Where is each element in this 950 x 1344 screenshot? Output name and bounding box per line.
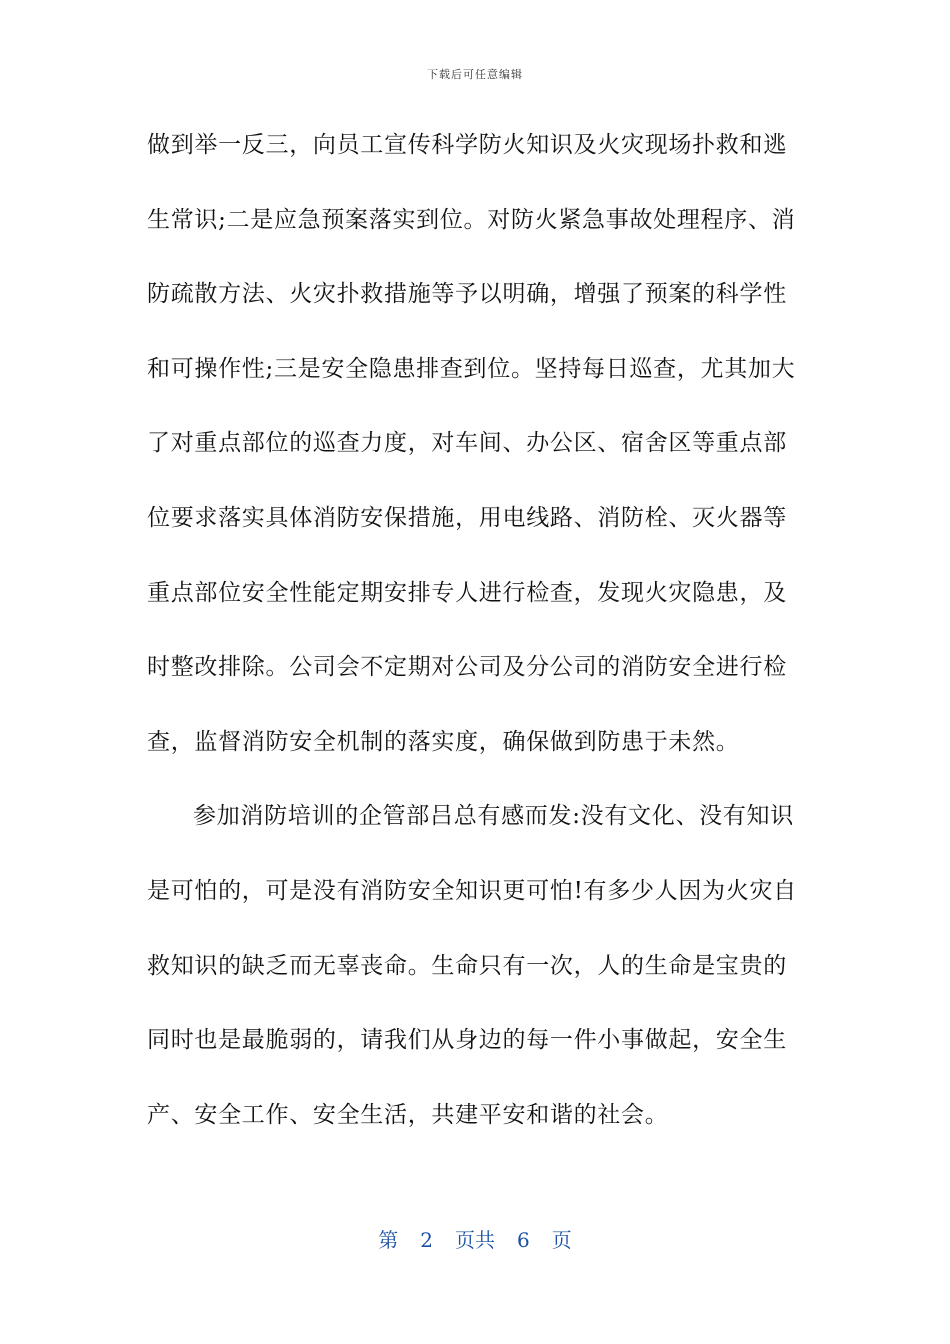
paragraph-start-line: 参加消防培训的企管部吕总有感而发:没有文化、没有知识 — [193, 803, 794, 830]
text-line-6: 位要求落实具体消防安保措施，用电线路、消防栓、灭火器等 — [147, 504, 787, 531]
text-line-4: 和可操作性;三是安全隐患排查到位。坚持每日巡查，尤其加大 — [147, 355, 796, 382]
text-line-14: 产、安全工作、安全生活，共建平安和谐的社会。 — [147, 1101, 669, 1128]
page-label-middle: 页共 — [455, 1228, 495, 1252]
text-line-5: 了对重点部位的巡查力度，对车间、办公区、宿舍区等重点部 — [147, 430, 787, 457]
page-header: 下载后可任意编辑 — [427, 68, 523, 81]
page-footer — [0, 1224, 950, 1253]
text-line-1: 做到举一反三，向员工宣传科学防火知识及火灾现场扑救和逃 — [147, 132, 787, 158]
text-line-11: 是可怕的，可是没有消防安全知识更可怕!有多少人因为火灾自 — [147, 877, 797, 904]
text-line-9: 查，监督消防安全机制的落实度，确保做到防患于未然。 — [147, 728, 740, 755]
document-body — [147, 119, 803, 1163]
text-line-13: 同时也是最脆弱的，请我们从身边的每一件小事做起，安全生 — [147, 1027, 787, 1054]
page-label-prefix: 第 — [378, 1228, 399, 1252]
total-pages-number: 6 — [517, 1228, 530, 1252]
text-line-2: 生常识;二是应急预案落实到位。对防火紧急事故处理程序、消 — [147, 206, 796, 233]
text-line-3: 防疏散方法、火灾扑救措施等予以明确，增强了预案的科学性 — [147, 281, 787, 308]
text-line-8: 时整改排除。公司会不定期对公司及分公司的消防安全进行检 — [147, 654, 787, 681]
text-line-12: 救知识的缺乏而无辜丧命。生命只有一次，人的生命是宝贵的 — [147, 952, 787, 979]
text-line-7: 重点部位安全性能定期安排专人进行检查，发现火灾隐患，及 — [147, 579, 787, 606]
page-label-suffix: 页 — [551, 1228, 572, 1252]
current-page-number: 2 — [420, 1228, 433, 1252]
